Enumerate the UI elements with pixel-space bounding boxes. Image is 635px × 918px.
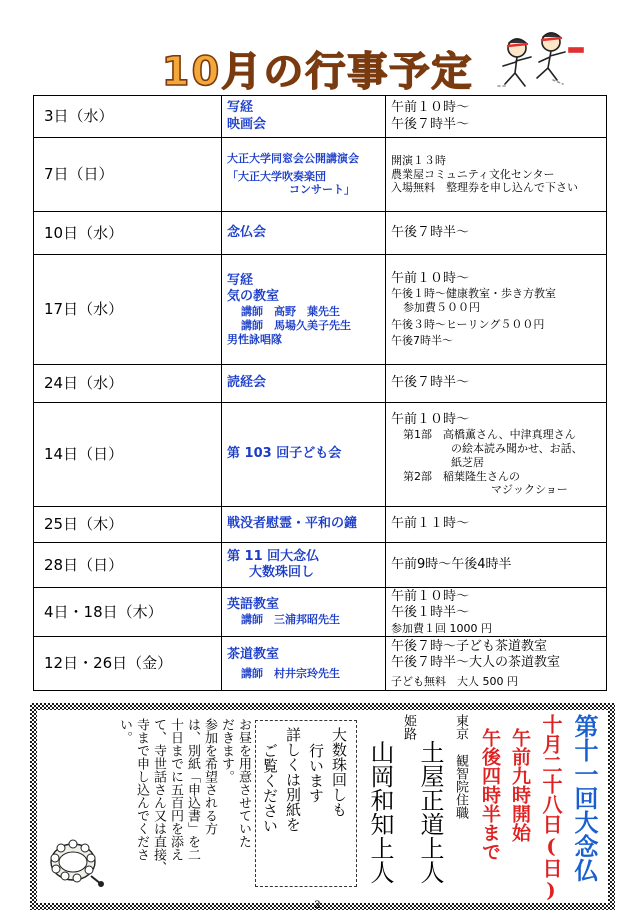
event-date: 12日・26日（金）	[34, 637, 222, 691]
running-children-illustration	[493, 28, 593, 90]
page-number: 2	[314, 900, 321, 911]
table-row	[34, 507, 607, 543]
notice-heading: 第十一回大念仏	[570, 714, 599, 882]
priest1-location: 東京	[453, 714, 468, 740]
event-date: 24日（水）	[34, 365, 222, 403]
table-row	[34, 212, 607, 255]
notice-body-line: は、別紙「申込書」を二	[185, 718, 200, 861]
priest2-location: 姫路	[401, 714, 416, 740]
table-row	[34, 138, 607, 212]
notice-body-line: 十日までに五百円を添え	[168, 718, 183, 861]
event-name: 写経 気の教室 講師 高野 葉先生 講師 馬場久美子先生 男性詠唱隊	[222, 255, 386, 365]
event-time: 午後７時半～	[386, 365, 607, 403]
notice-end-time: 午後四時半まで	[479, 728, 501, 861]
notice-body-line: お昼を用意させていた	[236, 718, 251, 848]
event-time: 午前１１時～	[386, 507, 607, 543]
box-line: 大数珠回しも	[330, 727, 348, 817]
box-line: ご覧ください	[261, 743, 279, 833]
notice-inner-box	[255, 720, 357, 887]
event-date: 4日・18日（木）	[34, 588, 222, 637]
event-name: 第 103 回子ども会	[222, 403, 386, 507]
table-row	[34, 588, 607, 637]
page-title: 10月の行事予定	[161, 49, 474, 95]
event-name: 英語教室 講師 三浦邦昭先生	[222, 588, 386, 637]
event-name: 念仏会	[222, 212, 386, 255]
box-line: 詳しくは別紙を	[284, 727, 302, 832]
event-date: 3日（水）	[34, 96, 222, 138]
table-row	[34, 403, 607, 507]
notice-start-time: 午前九時開始	[509, 728, 531, 842]
event-date: 7日（日）	[34, 138, 222, 212]
table-row	[34, 543, 607, 588]
event-time: 午後７時半～	[386, 212, 607, 255]
event-time: 午前１０時～ 午後７時半～	[386, 96, 607, 138]
event-date: 14日（日）	[34, 403, 222, 507]
priest1-role: 観智院住職	[453, 754, 468, 819]
table-row	[34, 637, 607, 691]
notice-body-line: て、寺世話さん又は直接、	[151, 718, 166, 874]
event-name: 大正大学同窓会公開講演会 「大正大学吹奏楽団 コンサート」	[222, 138, 386, 212]
event-date: 25日（木）	[34, 507, 222, 543]
schedule-table	[33, 95, 607, 691]
event-time: 午前１０時～ 午後１時～健康教室・歩き方教室 参加費５００円 午後３時～ヒーリング５００円 午後7時半～	[386, 255, 607, 365]
notice-body-line: だきます。	[219, 718, 234, 783]
event-name: 第 11 回大念仏 大数珠回し	[222, 543, 386, 588]
event-time: 午前9時～午後4時半	[386, 543, 607, 588]
event-date: 17日（水）	[34, 255, 222, 365]
notice-body-line: 参加を希望される方	[202, 718, 217, 835]
event-time: 開演１３時 農業屋コミュニティ文化センター 入場無料 整理券を申し込んで下さい	[386, 138, 607, 212]
notice-body-line: い。	[117, 718, 132, 744]
priest1-name: 土屋正道上人	[416, 740, 444, 884]
dainenbutsu-notice	[30, 703, 615, 910]
notice-body-line: 寺まで申し込んでくださ	[134, 718, 149, 861]
prayer-beads-illustration	[47, 836, 105, 888]
event-name: 茶道教室 講師 村井宗玲先生	[222, 637, 386, 691]
table-row	[34, 96, 607, 138]
event-time: 午後７時～子ども茶道教室 午後７時半～大人の茶道教室 子ども無料 大人 500 円	[386, 637, 607, 691]
event-name: 写経 映画会	[222, 96, 386, 138]
table-row	[34, 255, 607, 365]
event-name: 読経会	[222, 365, 386, 403]
event-name: 戦没者慰霊・平和の鐘	[222, 507, 386, 543]
priest2-name: 山岡和知上人	[366, 740, 394, 884]
event-time: 午前１０時～ 第1部 高橋薫さん、中津真理さん の絵本読み聞かせ、お話、 紙芝居 第2部 稲葉隆生さんの マジックショー	[386, 403, 607, 507]
event-time: 午前１０時～ 午後１時半～ 参加費１回 1000 円	[386, 588, 607, 637]
event-date: 28日（日）	[34, 543, 222, 588]
table-row	[34, 365, 607, 403]
event-date: 10日（水）	[34, 212, 222, 255]
notice-date: 十月二十八日(日)	[539, 714, 563, 902]
box-line: 行います	[307, 743, 325, 803]
